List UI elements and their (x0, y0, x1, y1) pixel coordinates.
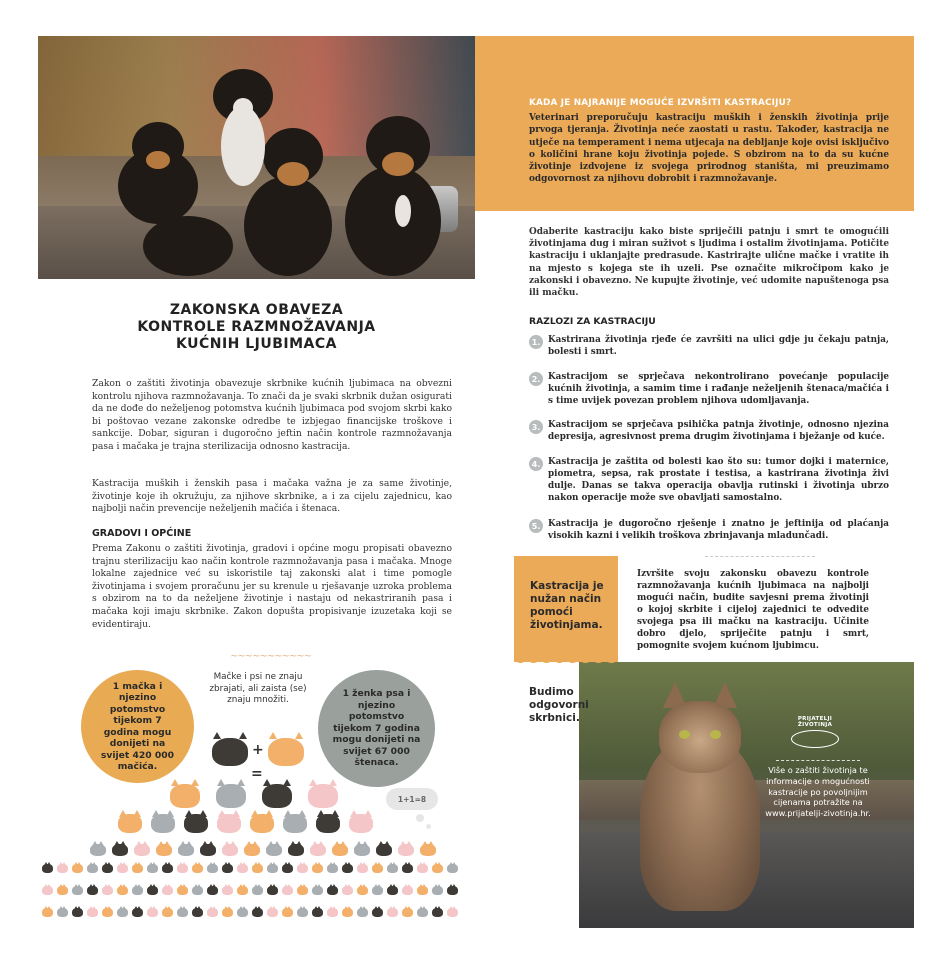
cat-icon (357, 864, 368, 873)
logo-mark-icon (791, 730, 839, 748)
cat-icon (200, 844, 216, 856)
cat-icon (177, 908, 188, 917)
cat-icon (192, 886, 203, 895)
cat-icon (216, 784, 246, 808)
cat-icon (237, 908, 248, 917)
info-box-title: KADA JE NAJRANIJE MOGUĆE IZVRŠITI KASTRACIJU? (529, 98, 792, 108)
cat-icon (207, 886, 218, 895)
title-line-3: KUĆNIH LJUBIMACA (175, 336, 337, 352)
cat-icon (217, 814, 241, 833)
gradovi-paragraph: Prema Zakonu o zaštiti životinja, gradovi i općine mogu propisati obavezno trajnu sterilizaciju kao način kontrole razmnožavanja pasa i mačaka. Mnoge lokalne zajednice već su iskoristile taj zakonski alat i time pomogle životinjama i svojem proračunu jer su krenule u rješavanje uzroka problema s obzirom na to da neželjene životinje i nastaju od nekastriranih pasa i mačaka koji imaju skrbnike. Zakon dopušta propisivanje izuzetaka koji se evidentiraju. (92, 543, 452, 630)
cat-icon (387, 864, 398, 873)
cat-icon (372, 864, 383, 873)
cat-icon (57, 908, 68, 917)
cat-icon (87, 886, 98, 895)
cat-icon (117, 908, 128, 917)
circle-cat-stat: 1 mačka i njezino potomstvo tijekom 7 godina mogu donijeti na svijet 420 000 mačića. (81, 670, 194, 783)
wave-divider: ~~~~~~~~~~~ (230, 651, 312, 662)
cat-icon (177, 886, 188, 895)
photo-note (763, 760, 873, 819)
left-page (38, 36, 475, 928)
cat-icon (312, 886, 323, 895)
cat-icon (132, 908, 143, 917)
cat-icon (102, 886, 113, 895)
cat-icon (402, 908, 413, 917)
cat-icon (432, 864, 443, 873)
cat-icon (102, 864, 113, 873)
cat-icon (268, 738, 304, 766)
cat-icon (151, 814, 175, 833)
cat-icon (432, 908, 443, 917)
cat-icon (72, 864, 83, 873)
cat-icon (327, 886, 338, 895)
cat-icon (357, 908, 368, 917)
circle-dog-stat: 1 ženka psa i njezino potomstvo tijekom 7 godina mogu donijeti na svijet 67 000 štenaca. (318, 670, 435, 787)
cat-icon (432, 886, 443, 895)
cat-icon (327, 864, 338, 873)
cat-icon (342, 864, 353, 873)
cat-icon (90, 844, 106, 856)
cat-icon (178, 844, 194, 856)
puppies-illustration (38, 36, 475, 279)
cat-icon (117, 886, 128, 895)
title-line-1: ZAKONSKA OBAVEZA (169, 302, 344, 318)
cat-icon (267, 908, 278, 917)
cat-icon (57, 864, 68, 873)
cat-icon (147, 908, 158, 917)
reason-number: 4. (529, 457, 543, 471)
cat-icon (252, 908, 263, 917)
cat-eye (679, 730, 690, 739)
photo-note-text: Više o zaštiti životinja te informacije o mogućnosti kastracije po povoljnijim cijenama potražite na www.prijatelji-zivotinja.hr. (765, 765, 871, 819)
cat-icon (398, 844, 414, 856)
cat-icon (349, 814, 373, 833)
reason-item (529, 456, 889, 504)
cat-icon (87, 908, 98, 917)
cat-icon (244, 844, 260, 856)
cat-icon (308, 784, 338, 808)
cat-icon (147, 864, 158, 873)
intro-paragraph: Zakon o zaštiti životinja obavezuje skrbnike kućnih ljubimaca na obvezni kontrolu njihova razmnožavanja. To znači da je svaki skrbnik dužan osigurati da ne dođe do neželjenog potomstva kućnih ljubimaca pod svojom skrbi kako bi poštovao vezane zakonske odredbe te izbjegao financijske troškove i sankcije. Dobar, siguran i dugoročno jeftin način kontrole razmnožavanja pasa i mačaka je trajna sterilizacija odnosno kastracija. (92, 378, 452, 452)
cat-icon (207, 864, 218, 873)
cat-icon (262, 784, 292, 808)
cat-icon (387, 886, 398, 895)
reason-item (529, 371, 889, 407)
dashed-divider (705, 556, 815, 557)
info-box-text: Veterinari preporučuju kastraciju muških i ženskih životinja prije prvoga tjeranja. Životinja neće zaostati u rastu. Također, kastracija ne utječe na temperament i nema utjecaja na debljanje koje ovisi isključivo o količini hrane koju životinja pojede. S obzirom na to da su kućne životinje izdvojene iz svojega prirodnog staništa, mi preuzimamo odgovornost za njihovu dobrobit i razmnožavanje. (529, 113, 889, 185)
cat-icon (282, 864, 293, 873)
cat-icon (118, 814, 142, 833)
prijatelji-zivotinja-logo (787, 716, 843, 746)
cat-icon (42, 864, 53, 873)
reason-item (529, 518, 889, 542)
equals-sign: = (251, 766, 263, 782)
reason-text: Kastracija je zaštita od bolesti kao što su: tumor dojki i maternice, piometra, sepsa, rak prostate i testisa, a kastrirana životinja živi dulje. Danas se takva operacija obavlja rutinski i životinja ubrzo nakon operacije može sve obavljati samostalno. (548, 457, 889, 503)
cat-icon (376, 844, 392, 856)
right-note-paragraph: Izvršite svoju zakonsku obavezu kontrole razmnožavanja kućnih ljubimaca na najbolji mogući način, budite savjesni prema životinji o kojoj skrbite i cijeloj zajednici te odvedite svojega psa ili mačku na kastraciju. Učinite dobro djelo, spriječite patnju i smrt, pomognite svojem kućnom ljubimcu. (637, 569, 869, 651)
cat-icon (132, 886, 143, 895)
kastracija-paragraph: Kastracija muških i ženskih pasa i mačaka važna je za same životinje, životinje koje ih okružuju, za njihove skrbnike, a i za cijelu zajednicu, kao najbolji način prevencije neželjenih mačića i štenaca. (92, 478, 452, 515)
cat-icon (354, 844, 370, 856)
subhead-gradovi: GRADOVI I OPĆINE (92, 528, 192, 539)
logo-text: PRIJATELJI ŽIVOTINJA (797, 716, 833, 728)
cat-icon (112, 844, 128, 856)
reason-text: Kastracijom se sprječava nekontrolirano povećanje populacije kućnih životinja, a samim time i rađanje neželjenih štenaca/mačića i s time uvijek povezan problem njihova udomljavanja. (548, 372, 889, 406)
cat-icon (207, 908, 218, 917)
cat-icon (372, 908, 383, 917)
cat-icon (297, 864, 308, 873)
reason-number: 1. (529, 335, 543, 349)
cat-icon (147, 886, 158, 895)
title-line-2: KONTROLE RAZMNOŽAVANJA (137, 319, 376, 335)
cat-icon (357, 886, 368, 895)
multiplication-note: Mačke i psi ne znaju zbrajati, ali zaista (se) znaju množiti. (209, 672, 307, 705)
plus-sign: + (252, 742, 264, 758)
cat-icon (87, 864, 98, 873)
cat-icon (72, 886, 83, 895)
cat-icon (212, 738, 248, 766)
cat-icon (332, 844, 348, 856)
cat-icon (282, 886, 293, 895)
cat-icon (282, 908, 293, 917)
reasons-title: RAZLOZI ZA KASTRACIJU (529, 316, 656, 327)
reason-text: Kastracijom se sprječava psihička patnja životinje, odnosno njezina depresija, agresivnost prema drugim životinjama i bježanje od kuće. (548, 420, 889, 442)
cat-icon (310, 844, 326, 856)
reason-text: Kastracija je dugoročno rješenje i znatno je jeftinija od plaćanja visokih kazni i velikih troškova zbrinjavanja mladunčadi. (548, 519, 889, 541)
cat-icon (177, 864, 188, 873)
info-box (475, 36, 914, 211)
cat-icon (162, 864, 173, 873)
cat-icon (402, 864, 413, 873)
cat-icon (420, 844, 436, 856)
cat-icon (237, 886, 248, 895)
reason-number: 5. (529, 519, 543, 533)
right-intro-paragraph: Odaberite kastraciju kako biste spriječili patnju i smrt te omogućili životinjama dug i miran suživot s ljudima i ostalim životinjama. Potičite kastraciju i uklanjajte predrasude. Kastrirajte ulične mačke i vratite ih na mjesto s kojega ste ih uzeli. Pse označite mikročipom kako je zakonski i obavezno. Ne kupujte životinje, već udomite napuštenoga psa ili mačku. (529, 227, 889, 299)
cat-icon (267, 864, 278, 873)
cat-icon (342, 908, 353, 917)
cat-icon (57, 886, 68, 895)
thought-dot (416, 814, 424, 822)
cat-icon (447, 864, 458, 873)
cat-icon (162, 886, 173, 895)
cat-icon (288, 844, 304, 856)
cat-icon (447, 886, 458, 895)
cat-head (659, 701, 741, 773)
cat-eye (710, 730, 721, 739)
cat-icon (250, 814, 274, 833)
cat-icon (312, 864, 323, 873)
cat-icon (342, 886, 353, 895)
cat-icon (222, 886, 233, 895)
cat-icon (297, 886, 308, 895)
cat-icon (316, 814, 340, 833)
cat-icon (267, 886, 278, 895)
cat-icon (387, 908, 398, 917)
cat-icon (447, 908, 458, 917)
cat-icon (132, 864, 143, 873)
cat-icon (117, 864, 128, 873)
cat-icon (102, 908, 113, 917)
cat-icon (222, 844, 238, 856)
cat-icon (192, 864, 203, 873)
budimo-text: Budimo odgovorni skrbnici. (529, 686, 589, 724)
tag-text: Kastracija je nužan način pomoći životinjama. (530, 580, 604, 631)
cat-icon (283, 814, 307, 833)
scallop-edge (514, 656, 618, 666)
cat-icon (372, 886, 383, 895)
puppies-photo (38, 36, 475, 279)
tag-box (514, 556, 618, 662)
cat-icon (402, 886, 413, 895)
cat-icon (297, 908, 308, 917)
thought-bubble: 1+1=8 (386, 788, 438, 810)
cat-icon (72, 908, 83, 917)
cat-icon (237, 864, 248, 873)
cat-icon (417, 886, 428, 895)
cat-icon (42, 886, 53, 895)
cat-icon (252, 864, 263, 873)
cat-icon (312, 908, 323, 917)
reason-item (529, 334, 889, 358)
cat-icon (192, 908, 203, 917)
cat-icon (327, 908, 338, 917)
cat-icon (162, 908, 173, 917)
cat-icon (170, 784, 200, 808)
cat-icon (222, 864, 233, 873)
cat-icon (134, 844, 150, 856)
cat-icon (417, 908, 428, 917)
cat-icon (252, 886, 263, 895)
cat-icon (266, 844, 282, 856)
cat-icon (417, 864, 428, 873)
reason-number: 2. (529, 372, 543, 386)
right-page (475, 36, 914, 928)
thought-dot (426, 824, 431, 829)
cat-icon (42, 908, 53, 917)
cat-icon (184, 814, 208, 833)
cat-icon (222, 908, 233, 917)
reason-item (529, 419, 889, 443)
reason-text: Kastrirana životinja rjeđe će završiti na ulici gdje ju čekaju patnja, bolesti i smrt. (548, 335, 889, 357)
cat-icon (156, 844, 172, 856)
reason-number: 3. (529, 420, 543, 434)
page-title (38, 302, 475, 353)
